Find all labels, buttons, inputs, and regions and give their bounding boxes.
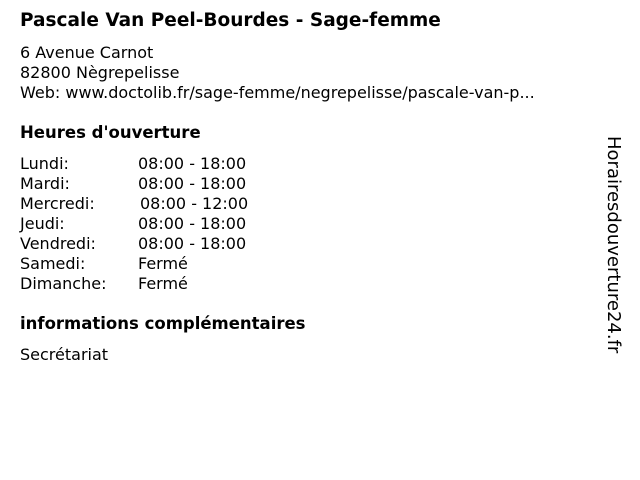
address-block xyxy=(20,43,535,103)
hours-value: 08:00 - 18:00 xyxy=(138,234,247,253)
hours-value: 08:00 - 18:00 xyxy=(138,174,247,193)
hours-value: 08:00 - 18:00 xyxy=(138,154,247,173)
site-watermark: Horairesdouverture24.fr xyxy=(603,136,624,354)
day-label: Jeudi: xyxy=(20,214,65,233)
website-line: Web: www.doctolib.fr/sage-femme/negrepelisse/pascale-van-p... xyxy=(20,83,535,102)
hours-row-saturday xyxy=(20,254,320,274)
day-label: Lundi: xyxy=(20,154,69,173)
hours-row-monday xyxy=(20,154,320,174)
hours-value: Fermé xyxy=(138,254,188,273)
additional-info-text: Secrétariat xyxy=(20,345,109,364)
day-label: Samedi: xyxy=(20,254,86,273)
hours-value: 08:00 - 12:00 xyxy=(140,194,249,213)
opening-hours-table xyxy=(20,154,320,294)
day-label: Mercredi: xyxy=(20,194,95,213)
hours-value: 08:00 - 18:00 xyxy=(138,214,247,233)
hours-row-thursday xyxy=(20,214,320,234)
day-label: Vendredi: xyxy=(20,234,96,253)
address-city: 82800 Nègrepelisse xyxy=(20,63,180,82)
additional-info-heading: informations complémentaires xyxy=(20,314,306,333)
opening-hours-heading: Heures d'ouverture xyxy=(20,123,201,142)
hours-row-friday xyxy=(20,234,320,254)
hours-row-wednesday xyxy=(20,194,320,214)
day-label: Mardi: xyxy=(20,174,70,193)
hours-row-tuesday xyxy=(20,174,320,194)
page-title: Pascale Van Peel-Bourdes - Sage-femme xyxy=(20,10,441,31)
hours-value: Fermé xyxy=(138,274,188,293)
day-label: Dimanche: xyxy=(20,274,107,293)
hours-row-sunday xyxy=(20,274,320,294)
address-street: 6 Avenue Carnot xyxy=(20,43,154,62)
